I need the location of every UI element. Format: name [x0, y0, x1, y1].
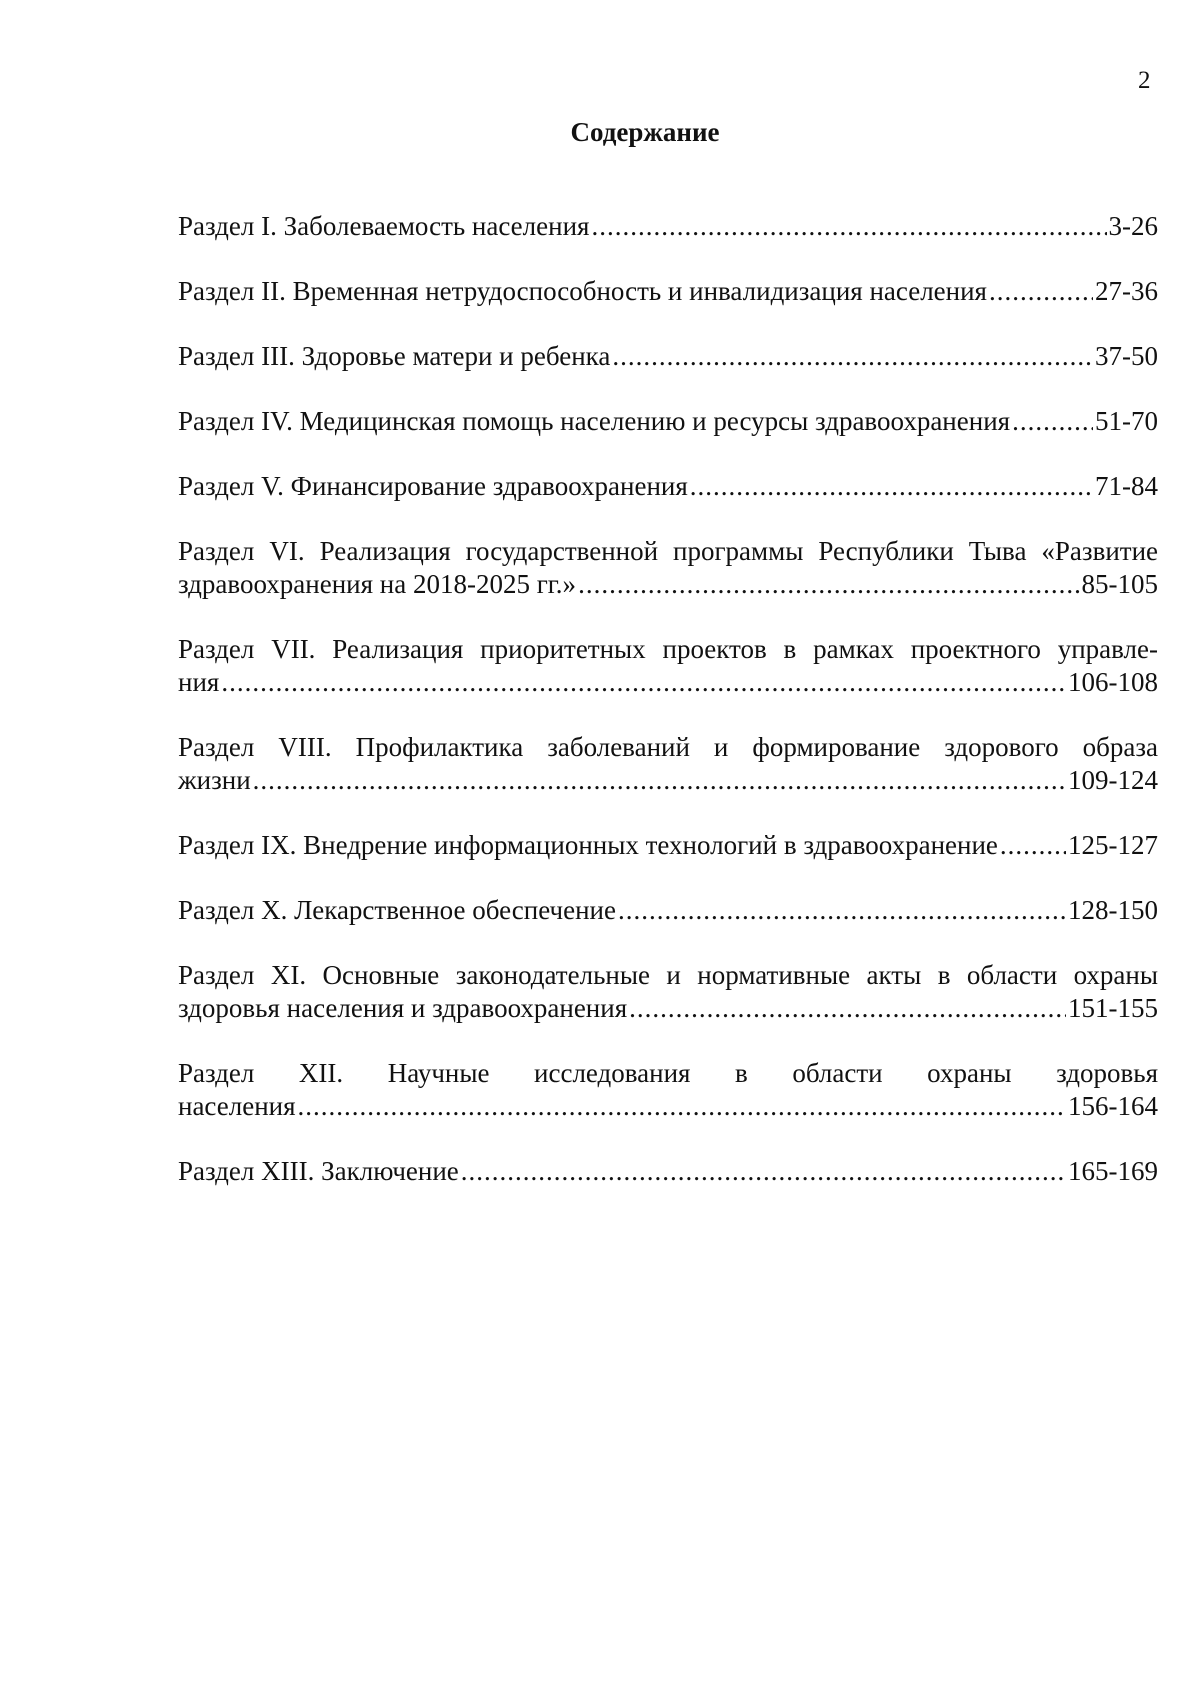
dot-leader	[591, 210, 1106, 243]
toc-entry-line2	[178, 764, 1158, 797]
toc-entry-6[interactable]	[178, 535, 1158, 601]
toc-entry-label: жизни	[178, 765, 251, 795]
toc-entry-pages: 27-36	[1095, 276, 1158, 306]
dot-leader	[578, 568, 1079, 601]
table-of-contents	[178, 210, 1158, 1220]
page-title: Содержание	[570, 117, 720, 147]
toc-entry-pages: 71-84	[1095, 471, 1158, 501]
dot-leader	[298, 1090, 1066, 1123]
toc-entry-4[interactable]	[178, 405, 1158, 438]
toc-entry-13[interactable]	[178, 1155, 1158, 1188]
toc-entry-7[interactable]	[178, 633, 1158, 699]
dot-leader	[1012, 405, 1093, 438]
toc-entry-pages: 151-155	[1068, 993, 1158, 1023]
toc-entry-line2	[178, 568, 1158, 601]
toc-entry-pages: 106-108	[1068, 667, 1158, 697]
toc-entry-label: здравоохранения на 2018-2025 гг.»	[178, 569, 577, 599]
toc-entry-label: Раздел V. Финансирование здравоохранения	[178, 471, 688, 501]
dot-leader	[612, 340, 1093, 373]
dot-leader	[690, 470, 1093, 503]
toc-entry-pages: 156-164	[1068, 1091, 1158, 1121]
toc-entry-label: здоровья населения и здравоохранения	[178, 993, 628, 1023]
toc-entry-11[interactable]	[178, 959, 1158, 1025]
toc-entry-8[interactable]	[178, 731, 1158, 797]
toc-entry-pages: 3-26	[1108, 211, 1158, 241]
toc-entry-9[interactable]	[178, 829, 1158, 862]
toc-entry-label: Раздел IV. Медицинская помощь населению и ресурсы здравоохранения	[178, 406, 1011, 436]
toc-entry-2[interactable]	[178, 275, 1158, 308]
toc-entry-pages: 109-124	[1068, 765, 1158, 795]
toc-entry-line1: Раздел VII. Реализация приоритетных проектов в рамках проектного управле-	[178, 634, 1158, 664]
dot-leader	[253, 764, 1066, 797]
toc-entry-12[interactable]	[178, 1057, 1158, 1123]
dot-leader	[221, 666, 1066, 699]
page-number: 2	[1138, 67, 1151, 94]
toc-entry-pages: 85-105	[1081, 569, 1158, 599]
toc-entry-line1: Раздел XII. Научные исследования в области охраны здоровья	[178, 1058, 1158, 1088]
toc-entry-pages: 125-127	[1068, 830, 1158, 860]
toc-entry-pages: 37-50	[1095, 341, 1158, 371]
toc-entry-3[interactable]	[178, 340, 1158, 373]
dot-leader	[618, 894, 1066, 927]
dot-leader	[461, 1155, 1066, 1188]
toc-entry-line1: Раздел VIII. Профилактика заболеваний и формирование здорового образа	[178, 732, 1158, 762]
toc-entry-5[interactable]	[178, 470, 1158, 503]
toc-entry-line2	[178, 1090, 1158, 1123]
toc-entry-label: Раздел III. Здоровье матери и ребенка	[178, 341, 611, 371]
toc-entry-line1: Раздел VI. Реализация государственной программы Республики Тыва «Развитие	[178, 536, 1158, 566]
toc-entry-pages: 128-150	[1068, 895, 1158, 925]
toc-entry-10[interactable]	[178, 894, 1158, 927]
toc-entry-line2	[178, 666, 1158, 699]
toc-entry-label: ния	[178, 667, 220, 697]
toc-entry-pages: 165-169	[1068, 1156, 1158, 1186]
toc-entry-1[interactable]	[178, 210, 1158, 243]
dot-leader	[989, 275, 1093, 308]
dot-leader	[1000, 829, 1066, 862]
toc-entry-label: населения	[178, 1091, 296, 1121]
toc-entry-label: Раздел II. Временная нетрудоспособность и инвалидизация населения	[178, 276, 987, 306]
toc-entry-pages: 51-70	[1095, 406, 1158, 436]
toc-entry-label: Раздел X. Лекарственное обеспечение	[178, 895, 616, 925]
toc-entry-label: Раздел XIII. Заключение	[178, 1156, 459, 1186]
toc-entry-label: Раздел IX. Внедрение информационных технологий в здравоохранение	[178, 830, 998, 860]
toc-entry-label: Раздел I. Заболеваемость населения	[178, 211, 590, 241]
toc-entry-line1: Раздел XI. Основные законодательные и нормативные акты в области охраны	[178, 960, 1158, 990]
dot-leader	[629, 992, 1066, 1025]
toc-entry-line2	[178, 992, 1158, 1025]
